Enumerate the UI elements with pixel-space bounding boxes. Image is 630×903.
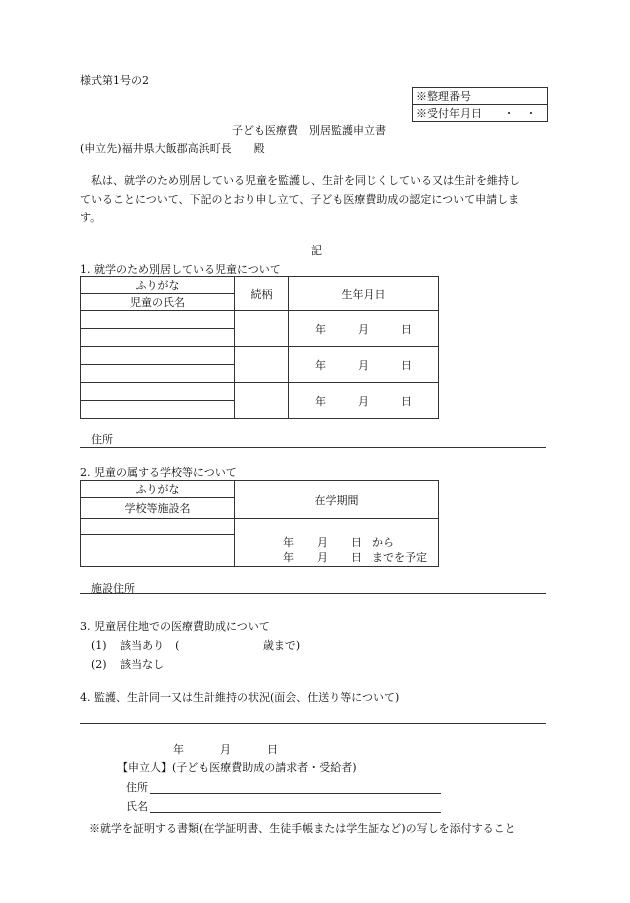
children-table [80, 276, 439, 419]
section1-heading: 1. 就学のため別居している児童について [80, 263, 281, 276]
intro-line-3: す。 [80, 211, 102, 224]
school-name-field[interactable] [81, 535, 235, 567]
document-title: 子ども医療費 別居監護申立書 [232, 124, 386, 137]
section4-heading: 4. 監護、生計同一又は生計維持の状況(面会、仕送り等について) [80, 691, 400, 704]
intro-line-2: ていることについて、下記のとおり申し立て、子ども医療費助成の認定について申請しま [80, 193, 520, 206]
child1-name-field[interactable] [81, 329, 235, 347]
option-applicable[interactable]: (1) 該当あり ( 歳まで) [91, 639, 301, 652]
facility-address-field[interactable] [80, 593, 546, 594]
intro-line-1: 私は、就学のため別居している児童を監護し、生計を同じくしている又は生計を維持し [91, 174, 520, 187]
child3-name-field[interactable] [81, 401, 235, 419]
col-school-furigana: ふりがな [81, 481, 235, 498]
child2-name-field[interactable] [81, 365, 235, 383]
applicant-address-field[interactable] [150, 793, 441, 794]
signature-date[interactable]: 年 月 日 [173, 743, 278, 756]
office-receipt-date [413, 105, 548, 122]
child3-furigana-field[interactable] [81, 383, 235, 401]
office-reference-number: ※整理番号 [413, 88, 548, 105]
child-address-label: 住所 [91, 433, 113, 446]
section2-heading: 2. 児童の属する学校等について [80, 466, 237, 479]
col-birthdate: 生年月日 [289, 277, 439, 311]
child3-birthdate-field[interactable]: 年 月 日 [289, 383, 439, 419]
col-school-name: 学校等施設名 [81, 498, 235, 519]
school-furigana-field[interactable] [81, 519, 235, 535]
col-relation: 続柄 [235, 277, 289, 311]
addressee: (申立先)福井県大飯郡高浜町長 殿 [80, 142, 265, 155]
receipt-date-dots: ・ ・ [503, 107, 537, 120]
child2-birthdate-field[interactable]: 年 月 日 [289, 347, 439, 383]
receipt-date-label: ※受付年月日 [416, 107, 482, 120]
applicant-address-label: 住所 [126, 781, 148, 794]
form-number: 様式第1号の2 [80, 74, 149, 87]
child-address-field[interactable] [80, 447, 546, 448]
child3-relation-field[interactable] [235, 383, 289, 419]
applicant-name-label: 氏名 [126, 800, 148, 813]
enrollment-period-field[interactable]: 年 月 日 から 年 月 日 までを予定 [235, 519, 439, 567]
child1-birthdate-field[interactable]: 年 月 日 [289, 311, 439, 347]
facility-address-label: 施設住所 [91, 582, 135, 595]
child1-furigana-field[interactable] [81, 311, 235, 329]
custody-status-field[interactable] [80, 723, 546, 724]
child2-furigana-field[interactable] [81, 347, 235, 365]
applicant-name-field[interactable] [150, 812, 441, 813]
child2-relation-field[interactable] [235, 347, 289, 383]
col-enrollment-period: 在学期間 [235, 481, 439, 519]
office-use-box [412, 87, 548, 122]
school-table [80, 480, 439, 567]
child1-relation-field[interactable] [235, 311, 289, 347]
applicant-label: 【申立人】(子ども医療費助成の請求者・受給者) [117, 761, 357, 774]
attachment-footnote: ※就学を証明する書類(在学証明書、生徒手帳または学生証など)の写しを添付すること [89, 822, 516, 835]
col-child-name: 児童の氏名 [81, 294, 235, 311]
col-furigana: ふりがな [81, 277, 235, 294]
ki-marker: 記 [311, 244, 322, 257]
section3-heading: 3. 児童居住地での医療費助成について [80, 620, 270, 633]
option-not-applicable[interactable]: (2) 該当なし [91, 658, 165, 671]
